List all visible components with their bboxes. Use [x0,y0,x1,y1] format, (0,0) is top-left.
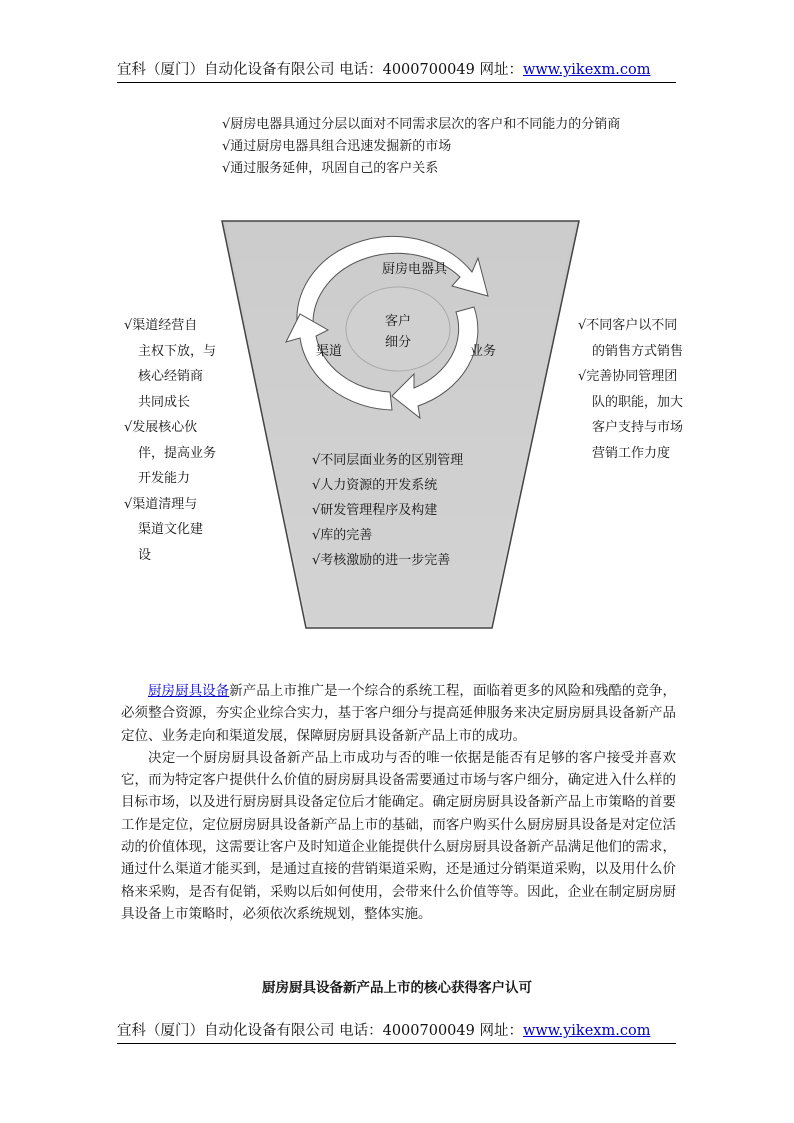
right-line: 营销工作力度 [592,445,671,461]
diagram-right-label: 业务 [470,344,497,359]
web-label: 网址： [479,62,523,78]
web-label: 网址： [479,1023,523,1039]
right-side-points [578,313,696,466]
left-line: 开发能力 [138,471,191,486]
left-line: √渠道经营自 [124,318,198,333]
diagram-top-label: 厨房电器具 [382,262,448,277]
keyword-link[interactable]: 厨房厨具设备 [148,683,230,699]
left-line: √渠道清理与 [124,496,198,512]
paragraph-2: 决定一个厨房厨具设备新产品上市成功与否的唯一依据是能否有足够的客户接受并喜欢它，而为特定客户提供什么价值的厨房厨具设备需要通过市场与客户细分，确定进入什么样的目标市场，以及进行厨房厨具设备定位后才能确定。确定厨房厨具设备新产品上市策略的首要工作是定位，定位厨房厨具设备新产品上市的基础，而客户购买什么厨房厨具设备是对定位活动的价值体现，这需要让客户及时知道企业能提供什么厨房厨具设备新产品满足他们的需求，通过什么渠道才能买到，是通过直接的营销渠道采购，还是通过分销渠道采购，以及用什么价格来采购，是否有促销，采购以后如何使用，会带来什么价值等等。因此，企业在制定厨房厨具设备上市策略时，必须依次系统规划，整体实施。 [121,749,676,922]
top-point: √通过厨房电器具组合迅速发掘新的市场 [222,139,452,154]
left-line: 主权下放，与 [138,343,217,359]
left-line: 设 [138,547,152,563]
inner-points [312,448,463,573]
diagram-left-label: 渠道 [316,344,343,359]
inner-point: √库的完善 [312,528,373,543]
diagram-center-label-2: 细分 [385,335,412,350]
inner-point: √考核激励的进一步完善 [312,553,451,568]
section-subtitle: 厨房厨具设备新产品上市的核心获得客户认可 [262,980,532,996]
inner-point: √不同层面业务的区别管理 [312,453,464,468]
phone-label: 电话： [339,62,383,78]
right-line: 客户支持与市场 [592,420,684,435]
phone-label: 电话： [339,1023,383,1039]
top-point: √通过服务延伸，巩固自己的客户关系 [222,161,439,176]
inner-point: √人力资源的开发系统 [312,478,438,493]
diagram-center-label-1: 客户 [385,314,412,329]
website-link[interactable]: www.yikexm.com [522,1023,651,1039]
inner-point: √研发管理程序及构建 [312,503,438,518]
paragraph-1-text: 新产品上市推广是一个综合的系统工程，面临着更多的风险和残酷的竞争，必须整合资源，夯实企业综合实力，基于客户细分与提高延伸服务来决定厨房厨具设备新产品定位、业务走向和渠道发展，保障厨房厨具设备新产品上市的成功。 [121,683,677,744]
center-circle [346,287,450,371]
paragraph-1 [121,680,676,747]
left-line: 共同成长 [138,394,191,410]
phone-number: 4000700049 [382,1023,475,1039]
left-line: √发展核心伙 [124,420,198,435]
right-line: √不同客户以不同 [578,318,678,333]
left-side-points [124,313,224,568]
page-footer [117,1019,676,1044]
top-point: √厨房电器具通过分层以面对不同需求层次的客户和不同能力的分销商 [222,117,621,132]
phone-number: 4000700049 [382,62,475,78]
right-line: 的销售方式销售 [592,343,684,359]
left-line: 核心经销商 [138,369,204,384]
right-line: √完善协同管理团 [578,369,678,384]
company-name: 宜科（厦门）自动化设备有限公司 [117,62,335,78]
website-link[interactable]: www.yikexm.com [522,62,651,78]
left-line: 伴，提高业务 [138,445,217,461]
article-body [121,680,676,925]
right-line: 队的职能，加大 [592,394,684,410]
company-name: 宜科（厦门）自动化设备有限公司 [117,1023,335,1039]
left-line: 渠道文化建 [138,522,204,537]
